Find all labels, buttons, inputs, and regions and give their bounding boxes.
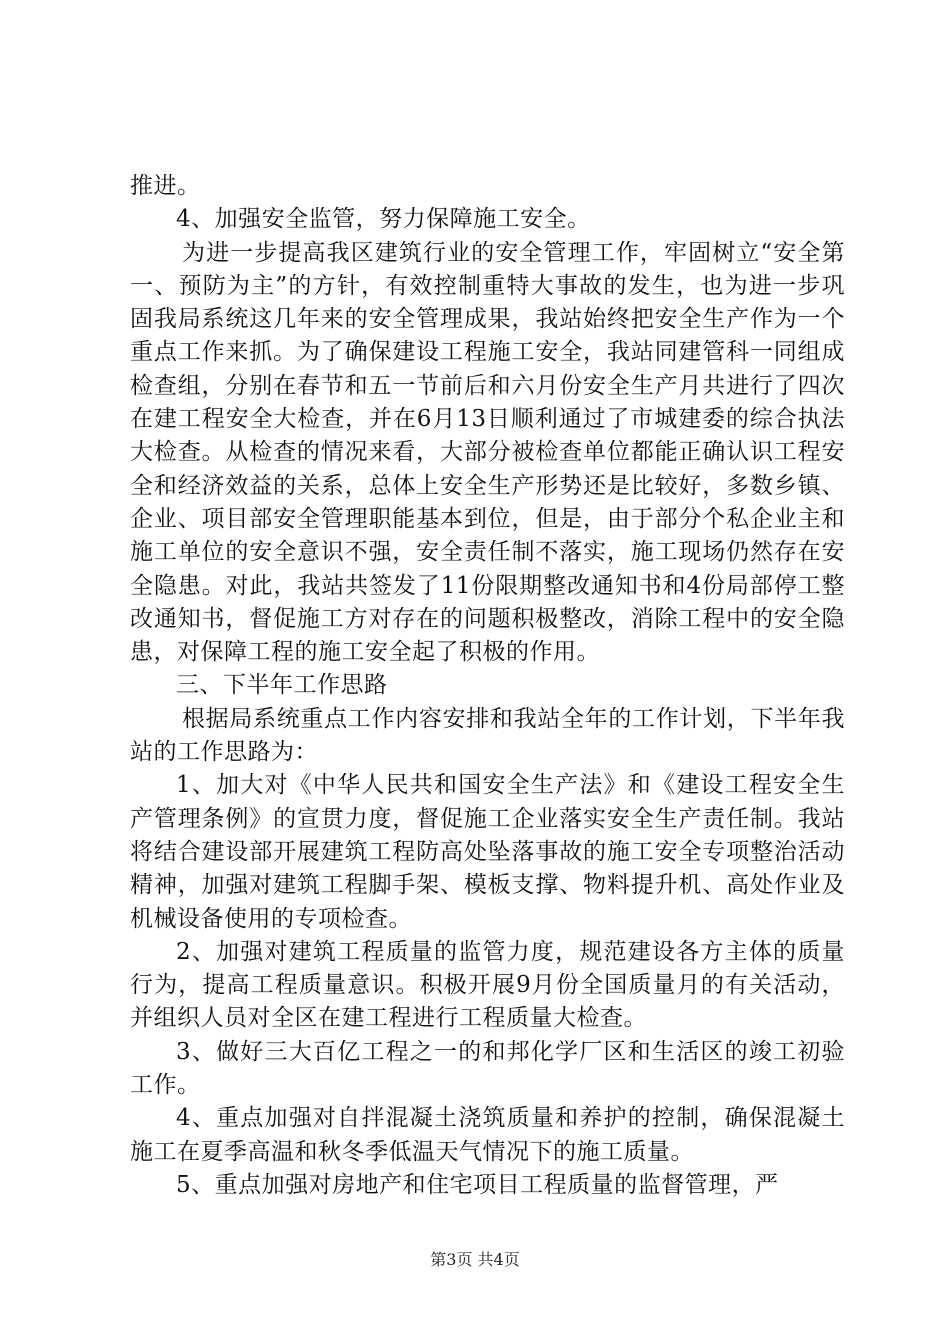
paragraph-safety-summary: 为进一步提高我区建筑行业的安全管理工作，牢固树立“安全第一、预防为主”的方针，有效控制重特大事故的发生，也为进一步巩固我局系统这几年来的安全管理成果，我站始终把安全生产作为一个重点工作来抓。为了确保建设工程施工安全，我站同建管科一同组成检查组，分别在春节和五一节前后和六月份安全生产月共进行了四次在建工程安全大检查，并在6月13日顺利通过了市城建委的综合执法大检查。从检查的情况来看，大部分被检查单位都能正确认识工程安全和经济效益的关系，总体上安全生产形势还是比较好，多数乡镇、企业、项目部安全管理职能基本到位，但是，由于部分个私企业主和施工单位的安全意识不强，安全责任制不落实，施工现场仍然存在安全隐患。对此，我站共签发了11份限期整改通知书和4份局部停工整改通知书，督促施工方对存在的问题积极整改，消除工程中的安全隐患，对保障工程的施工安全起了积极的作用。 [130, 239, 845, 666]
paragraph-plan-item-4: 4、重点加强对自拌混凝土浇筑质量和养护的控制，确保混凝土施工在夏季高温和秋冬季低温天气情况下的施工质量。 [130, 1105, 845, 1165]
paragraph-plan-item-5: 5、重点加强对房地产和住宅项目工程质量的监督管理，严 [176, 1171, 779, 1198]
paragraph-plan-item-3: 3、做好三大百亿工程之一的和邦化学厂区和生活区的竣工初验工作。 [130, 1038, 845, 1099]
paragraph-continuation: 推进。 [130, 173, 201, 199]
paragraph-plan-item-2: 2、加强对建筑工程质量的监管力度，规范建设各方主体的质量行为，提高工程质量意识。积极开展9月份全国质量月的有关活动，并组织人员对全区在建工程进行工程质量大检查。 [130, 938, 845, 1032]
paragraph-item-4-heading: 4、加强安全监管，努力保障施工安全。 [176, 206, 591, 233]
paragraph-plan-item-1: 1、加大对《中华人民共和国安全生产法》和《建设工程安全生产管理条例》的宣贯力度，督促施工企业落实安全生产责任制。我站将结合建设部开展建筑工程防高处坠落事故的施工安全专项整治活动精神，加强对建筑工程脚手架、模板支撑、物料提升机、高处作业及机械设备使用的专项检查。 [130, 772, 845, 932]
section-heading-second-half-plan: 三、下半年工作思路 [176, 672, 388, 699]
page-number-footer: 第3页 共4页 [430, 1250, 520, 1269]
document-body [130, 170, 845, 1202]
paragraph-plan-intro: 根据局系统重点工作内容安排和我站全年的工作计划，下半年我站的工作思路为： [130, 705, 845, 766]
